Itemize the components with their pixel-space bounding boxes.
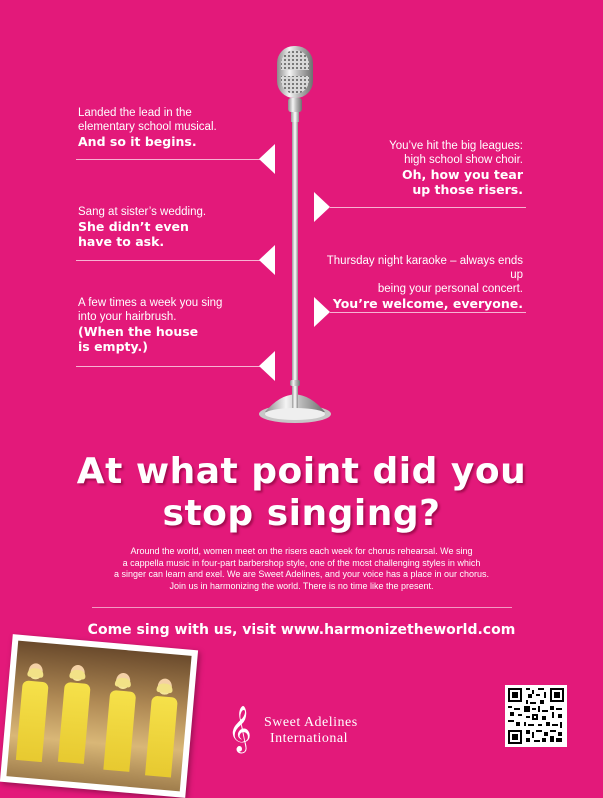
milestone-4 (322, 254, 523, 311)
milestone-text: elementary school musical. (78, 121, 217, 133)
milestone-punchline: And so it begins. (78, 134, 197, 149)
body-copy (90, 546, 513, 592)
milestone-punchline: have to ask. (78, 234, 165, 249)
milestone-punchline: You’re welcome, everyone. (332, 296, 523, 311)
qr-code[interactable] (505, 685, 567, 747)
pointer-arrow (259, 351, 275, 381)
connector-line (330, 207, 526, 208)
milestone-3 (78, 205, 206, 249)
body-line: Join us in harmonizing the world. There is no time like the present. (169, 580, 434, 591)
qr-code-icon (508, 688, 564, 744)
connector-line (330, 312, 526, 313)
pointer-arrow (314, 192, 330, 222)
headline-line-1: At what point did you (76, 451, 527, 492)
singer-figure (144, 683, 177, 791)
milestone-text: into your hairbrush. (78, 311, 177, 323)
divider (92, 607, 512, 608)
milestone-text: A few times a week you sing (78, 297, 223, 309)
pointer-arrow (314, 297, 330, 327)
logo-line-2: International (270, 731, 349, 746)
connector-line (76, 159, 261, 160)
body-line: Around the world, women meet on the risers each week for chorus rehearsal. We sing (130, 546, 473, 556)
milestone-punchline: is empty.) (78, 339, 148, 354)
milestone-text: high school show choir. (404, 154, 523, 166)
body-line: a singer can learn and exel. We are Sweet Adelines, and your voice has a place in our chorus. (113, 569, 490, 579)
headline-line-2: stop singing? (162, 493, 441, 534)
milestone-punchline: (When the house (78, 324, 199, 339)
connector-line (76, 366, 261, 367)
treble-clef-icon: 𝄞 (228, 706, 252, 752)
milestone-5 (78, 296, 222, 354)
milestone-2 (322, 139, 523, 197)
milestone-text: Landed the lead in the (78, 107, 192, 119)
logo-line-1: Sweet Adelines (264, 715, 358, 730)
singer-figure (14, 667, 47, 779)
pointer-arrow (259, 245, 275, 275)
singer-figure (56, 669, 90, 783)
call-to-action-link[interactable]: Come sing with us, visit www.harmonizetheworld.com (87, 622, 516, 638)
milestone-punchline: She didn’t even (78, 219, 189, 234)
pointer-arrow (259, 144, 275, 174)
milestone-text: Thursday night karaoke – always ends up (326, 255, 523, 281)
milestone-punchline: Oh, how you tear (401, 167, 523, 182)
milestone-text: being your personal concert. (377, 283, 523, 295)
singer-figure (102, 677, 135, 787)
milestone-punchline: up those risers. (412, 182, 523, 197)
chorus-photo (0, 634, 198, 798)
milestone-1 (78, 106, 217, 149)
body-line: a cappella music in four-part barbershop style, one of the most challenging styles in which (122, 557, 481, 568)
milestone-text: You’ve hit the big leagues: (389, 140, 523, 152)
connector-line (76, 260, 261, 261)
sweet-adelines-logo[interactable] (228, 707, 388, 753)
milestone-text: Sang at sister’s wedding. (78, 206, 207, 218)
